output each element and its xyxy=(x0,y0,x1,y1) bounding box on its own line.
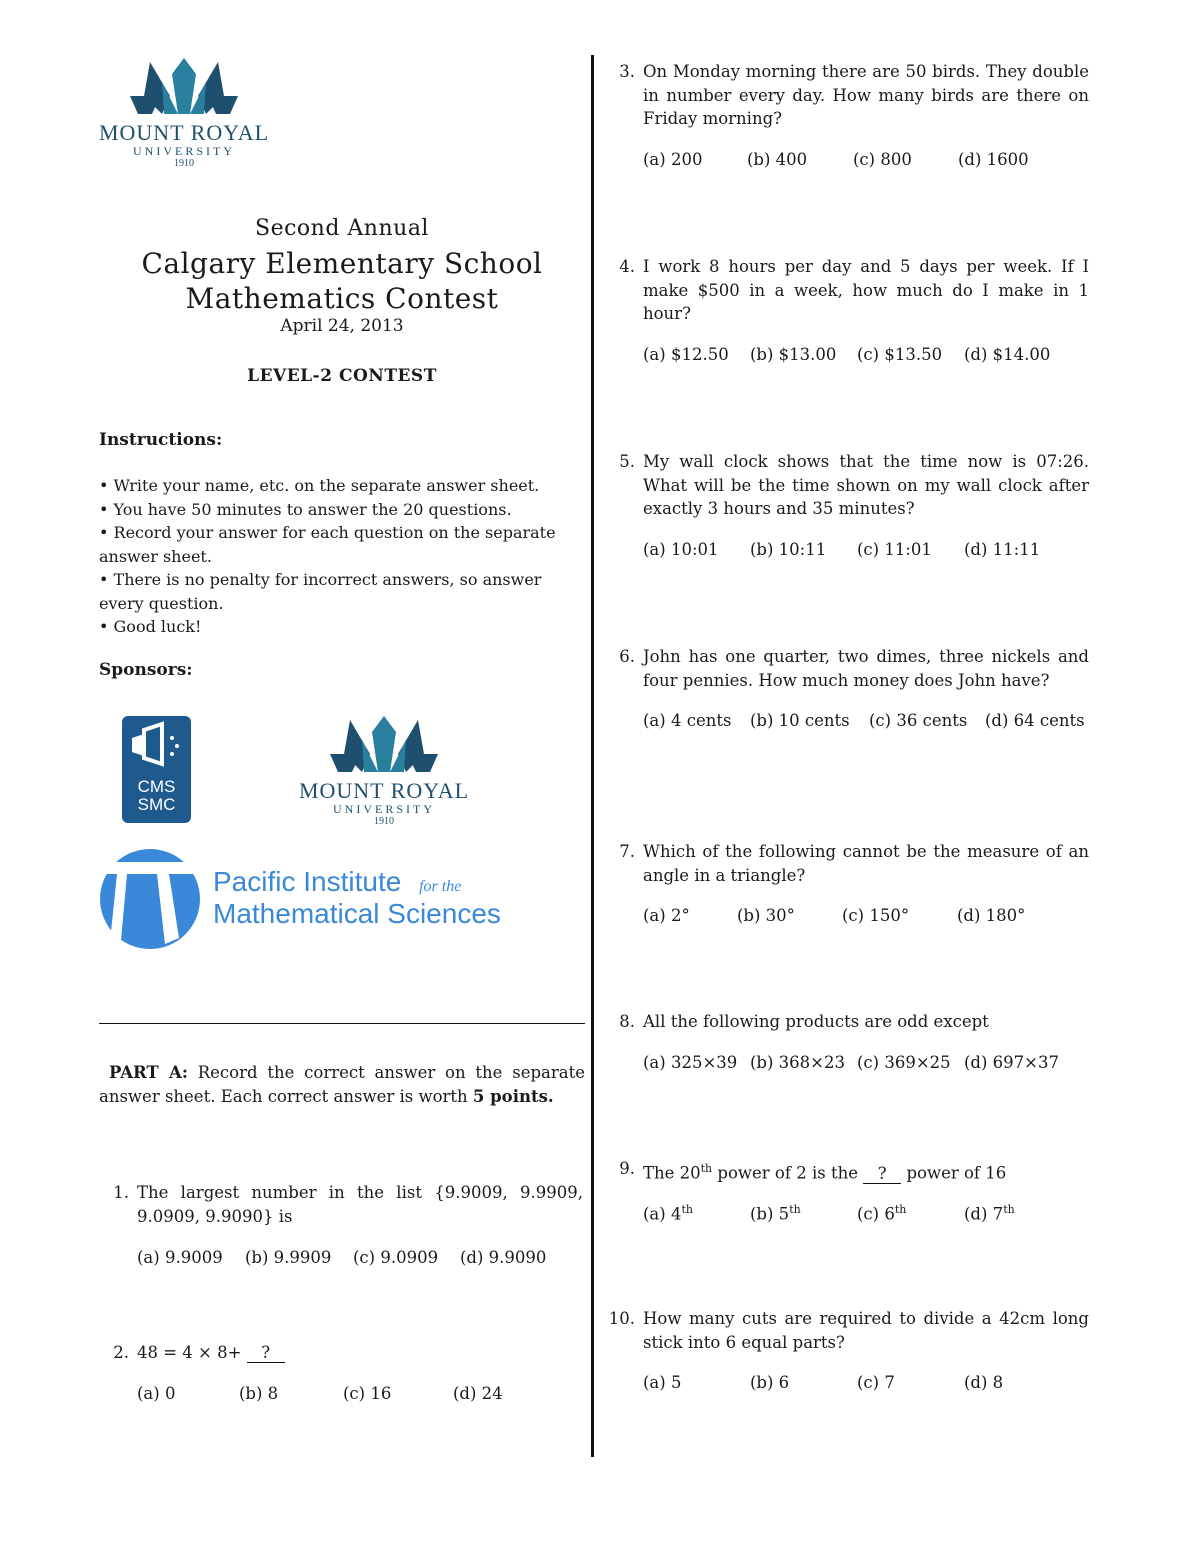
mount-royal-wordmark: MOUNT ROYAL xyxy=(298,778,470,803)
question-text xyxy=(643,1157,1006,1185)
question-number: 9. xyxy=(619,1159,635,1178)
part-a-description xyxy=(99,1061,585,1108)
option-a: (a) 4 cents xyxy=(643,711,732,730)
pims-for-the: for the xyxy=(419,878,462,895)
question-text-pre: The 20 xyxy=(643,1163,701,1183)
question-text: The largest number in the list {9.9009, 9.9909, 9.0909, 9.9090} is xyxy=(137,1183,583,1226)
pims-name: Pacific Institute xyxy=(213,866,402,897)
question-text xyxy=(137,1341,285,1365)
question-2 xyxy=(99,1341,585,1411)
answer-blank: ? xyxy=(247,1344,285,1363)
question-4 xyxy=(605,255,1090,375)
question-number: 8. xyxy=(619,1012,635,1031)
option-d: (d) 8 xyxy=(964,1373,1004,1392)
instruction-item: • You have 50 minutes to answer the 20 questions. xyxy=(99,499,512,519)
option-c: (c) 36 cents xyxy=(869,711,968,730)
question-number: 4. xyxy=(619,257,635,276)
question-10 xyxy=(605,1307,1090,1407)
option-d: (d) 9.9090 xyxy=(460,1248,547,1267)
option-c: (c) 369×25 xyxy=(857,1053,951,1072)
option-a: (a) 9.9009 xyxy=(137,1248,223,1267)
option-b: (b) 10:11 xyxy=(750,540,827,559)
pims-line-1 xyxy=(213,866,461,902)
section-divider xyxy=(99,1023,585,1024)
question-number: 2. xyxy=(113,1343,129,1362)
question-9 xyxy=(605,1157,1090,1237)
option-b: (b) 6 xyxy=(750,1373,790,1392)
question-number: 3. xyxy=(619,62,635,81)
option-a: (a) 325×39 xyxy=(643,1053,738,1072)
question-text-mid: power of 2 is the xyxy=(717,1163,858,1183)
option-c: (c) $13.50 xyxy=(857,345,943,364)
mount-royal-wordmark: MOUNT ROYAL xyxy=(98,120,270,145)
option-d: (d) 11:11 xyxy=(964,540,1041,559)
question-text: All the following products are odd except xyxy=(643,1012,989,1031)
option-d: (d) $14.00 xyxy=(964,345,1051,364)
instruction-item: • Good luck! xyxy=(99,617,202,636)
instruction-item: • Write your name, etc. on the separate answer sheet. xyxy=(99,476,540,495)
question-6 xyxy=(605,645,1090,745)
mount-royal-emblem-icon xyxy=(298,714,470,776)
question-7 xyxy=(605,840,1090,940)
title-line-1: Second Annual xyxy=(255,216,429,241)
question-text: How many cuts are required to divide a 42cm long stick into 6 equal parts? xyxy=(643,1309,1089,1352)
title-line-2: Calgary Elementary School xyxy=(141,247,543,280)
option-a: (a) 5 xyxy=(643,1373,682,1392)
contest-date: April 24, 2013 xyxy=(280,316,404,336)
option-c: (c) 7 xyxy=(857,1373,895,1392)
instruction-item: • There is no penalty for incorrect answers, so answer every question. xyxy=(99,570,542,613)
question-text: Which of the following cannot be the measure of an angle in a triangle? xyxy=(643,842,1089,885)
part-a-points: 5 points xyxy=(472,1086,548,1106)
option-b: (b) 9.9909 xyxy=(245,1248,332,1267)
option-d: (d) 24 xyxy=(453,1384,503,1403)
part-a-end: . xyxy=(547,1086,554,1106)
part-a-text: Record the correct answer on the separate answer sheet. Each correct answer is worth xyxy=(99,1063,585,1106)
option-a: (a) 4th xyxy=(643,1203,693,1224)
option-a: (a) $12.50 xyxy=(643,345,729,364)
question-text: My wall clock shows that the time now is 07:26. What will be the time shown on my wall clock after exactly 3 hours and 35 minutes? xyxy=(643,452,1089,518)
ordinal-suffix: th xyxy=(700,1162,713,1175)
option-c: (c) 16 xyxy=(343,1384,392,1403)
pims-line-2: Mathematical Sciences xyxy=(213,898,501,929)
question-number: 7. xyxy=(619,842,635,861)
instruction-item: • Record your answer for each question on the separate answer sheet. xyxy=(99,523,556,566)
option-c: (c) 6th xyxy=(857,1203,907,1224)
mount-royal-year: 1910 xyxy=(174,158,194,169)
answer-blank: ? xyxy=(863,1165,901,1184)
question-text-post: power of 16 xyxy=(906,1163,1007,1183)
question-1 xyxy=(99,1181,585,1281)
question-text: I work 8 hours per day and 5 days per week. If I make $500 in a week, how much do I make in 1 hour? xyxy=(643,257,1089,323)
option-b: (b) 10 cents xyxy=(750,711,850,730)
sponsors-heading: Sponsors: xyxy=(99,660,193,680)
question-5 xyxy=(605,450,1090,570)
option-a: (a) 200 xyxy=(643,150,703,169)
question-number: 1. xyxy=(113,1183,129,1202)
question-text: John has one quarter, two dimes, three nickels and four pennies. How much money does John have? xyxy=(643,647,1089,690)
option-b: (b) 8 xyxy=(239,1384,279,1403)
part-a-label: PART A: xyxy=(109,1063,188,1082)
mount-royal-logo-header xyxy=(98,56,270,171)
mount-royal-emblem-icon xyxy=(98,56,270,118)
question-3 xyxy=(605,60,1090,180)
option-a: (a) 10:01 xyxy=(643,540,719,559)
option-b: (b) 30° xyxy=(737,906,795,925)
question-equation: 48 = 4 × 8+ xyxy=(137,1343,242,1362)
mount-royal-year: 1910 xyxy=(374,816,394,827)
pims-logo xyxy=(99,848,499,952)
option-b: (b) 5th xyxy=(750,1203,801,1224)
option-d: (d) 7th xyxy=(964,1203,1015,1224)
option-a: (a) 0 xyxy=(137,1384,176,1403)
mount-royal-subtitle: UNIVERSITY xyxy=(333,802,435,816)
column-divider xyxy=(591,55,594,1457)
contest-level: LEVEL-2 CONTEST xyxy=(247,366,437,386)
option-c: (c) 9.0909 xyxy=(353,1248,439,1267)
mount-royal-subtitle: UNIVERSITY xyxy=(133,144,235,158)
question-number: 6. xyxy=(619,647,635,666)
question-number: 5. xyxy=(619,452,635,471)
option-d: (d) 1600 xyxy=(958,150,1029,169)
option-d: (d) 697×37 xyxy=(964,1053,1059,1072)
mount-royal-logo-sponsor xyxy=(298,714,470,829)
option-d: (d) 64 cents xyxy=(985,711,1085,730)
option-b: (b) 400 xyxy=(747,150,808,169)
pims-pi-icon xyxy=(99,848,201,950)
option-b: (b) 368×23 xyxy=(750,1053,845,1072)
question-number: 10. xyxy=(608,1309,635,1328)
title-line-3: Mathematics Contest xyxy=(185,282,499,315)
option-c: (c) 150° xyxy=(842,906,910,925)
cms-emblem-icon xyxy=(122,716,191,776)
instructions-list xyxy=(99,474,579,639)
smc-label: SMC xyxy=(137,795,176,814)
option-d: (d) 180° xyxy=(957,906,1026,925)
option-a: (a) 2° xyxy=(643,906,690,925)
instructions-heading: Instructions: xyxy=(99,430,223,450)
cms-smc-logo xyxy=(122,716,191,823)
question-text: On Monday morning there are 50 birds. They double in number every day. How many birds are there on Friday morning? xyxy=(643,62,1089,128)
question-8 xyxy=(605,1010,1090,1090)
option-c: (c) 11:01 xyxy=(857,540,932,559)
cms-label: CMS xyxy=(137,777,176,796)
option-b: (b) $13.00 xyxy=(750,345,837,364)
option-c: (c) 800 xyxy=(853,150,912,169)
